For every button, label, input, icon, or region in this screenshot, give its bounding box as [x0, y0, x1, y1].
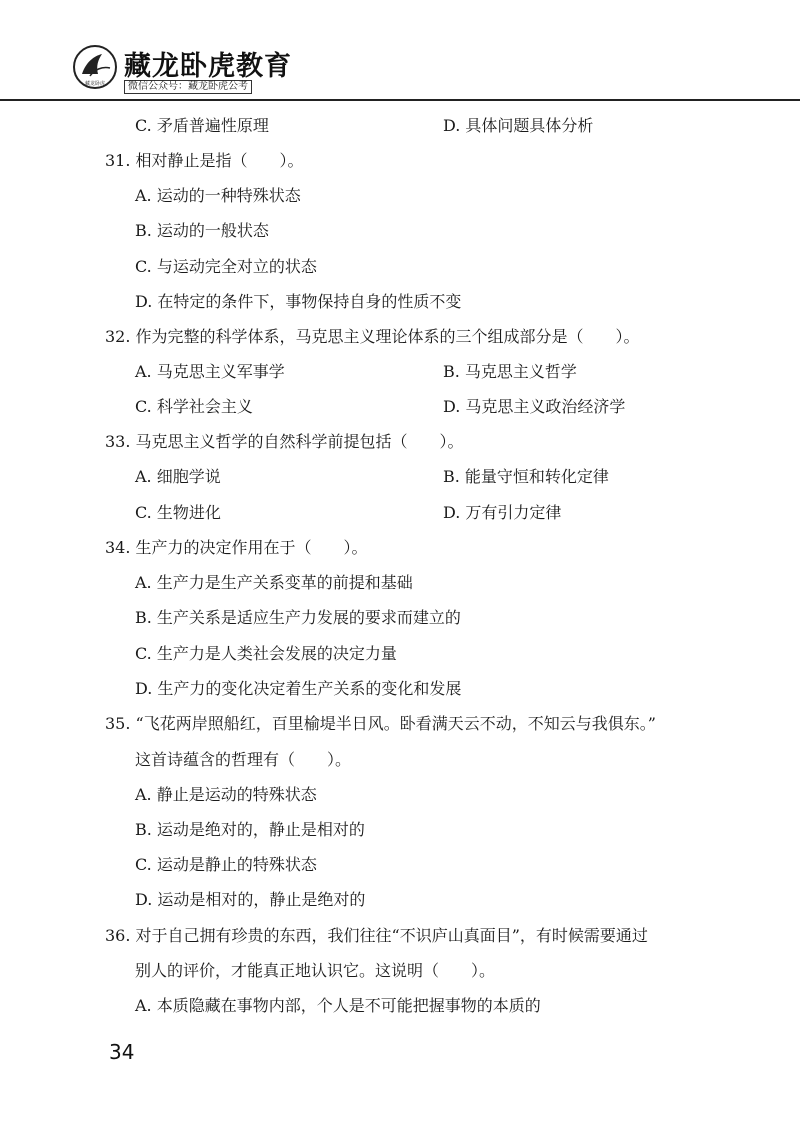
option-text: A. 生产力是生产关系变革的前提和基础 — [135, 573, 413, 592]
option-text: D. 马克思主义政治经济学 — [443, 397, 626, 416]
option-text: C. 矛盾普遍性原理 — [135, 116, 269, 135]
option-text: C. 生物进化 — [135, 503, 221, 522]
question-stem-continued: 这首诗蕴含的哲理有（ ）。 — [135, 750, 352, 769]
logo-text: 藏龙卧虎 — [84, 81, 106, 87]
option-text: A. 本质隐藏在事物内部，个人是不可能把握事物的本质的 — [135, 996, 541, 1015]
question-stem: 36. 对于自己拥有珍贵的东西，我们往往“不识庐山真面目”，有时候需要通过 — [105, 926, 648, 945]
logo-icon — [72, 44, 118, 90]
page-number: 34 — [109, 1040, 135, 1064]
brand-subtitle: 微信公众号：藏龙卧虎公考 — [124, 80, 252, 94]
question-stem-continued: 别人的评价，才能真正地认识它。这说明（ ）。 — [135, 961, 496, 980]
page-header — [0, 0, 800, 100]
option-text: B. 生产关系是适应生产力发展的要求而建立的 — [135, 608, 461, 627]
question-stem: 35. “飞花两岸照船红，百里榆堤半日风。卧看满天云不动，不知云与我俱东。” — [105, 714, 656, 733]
brand-name: 藏龙卧虎教育 — [124, 51, 292, 82]
question-stem: 34. 生产力的决定作用在于（ ）。 — [105, 538, 368, 557]
option-text: D. 万有引力定律 — [443, 503, 562, 522]
question-stem: 32. 作为完整的科学体系，马克思主义理论体系的三个组成部分是（ ）。 — [105, 327, 640, 346]
question-stem: 33. 马克思主义哲学的自然科学前提包括（ ）。 — [105, 432, 464, 451]
option-text: A. 马克思主义军事学 — [135, 362, 285, 381]
option-text: D. 生产力的变化决定着生产关系的变化和发展 — [135, 679, 462, 698]
option-text: A. 细胞学说 — [135, 467, 221, 486]
option-text: D. 具体问题具体分析 — [443, 116, 594, 135]
option-text: B. 能量守恒和转化定律 — [443, 467, 609, 486]
option-text: B. 马克思主义哲学 — [443, 362, 577, 381]
header-divider — [0, 99, 800, 101]
option-text: A. 静止是运动的特殊状态 — [135, 785, 317, 804]
option-text: C. 与运动完全对立的状态 — [135, 257, 317, 276]
option-text: B. 运动的一般状态 — [135, 221, 269, 240]
question-stem: 31. 相对静止是指（ ）。 — [105, 151, 304, 170]
option-text: A. 运动的一种特殊状态 — [135, 186, 301, 205]
option-text: C. 运动是静止的特殊状态 — [135, 855, 317, 874]
option-text: D. 运动是相对的，静止是绝对的 — [135, 890, 366, 909]
option-text: C. 生产力是人类社会发展的决定力量 — [135, 644, 397, 663]
option-text: C. 科学社会主义 — [135, 397, 253, 416]
option-text: D. 在特定的条件下，事物保持自身的性质不变 — [135, 292, 462, 311]
option-text: B. 运动是绝对的，静止是相对的 — [135, 820, 365, 839]
